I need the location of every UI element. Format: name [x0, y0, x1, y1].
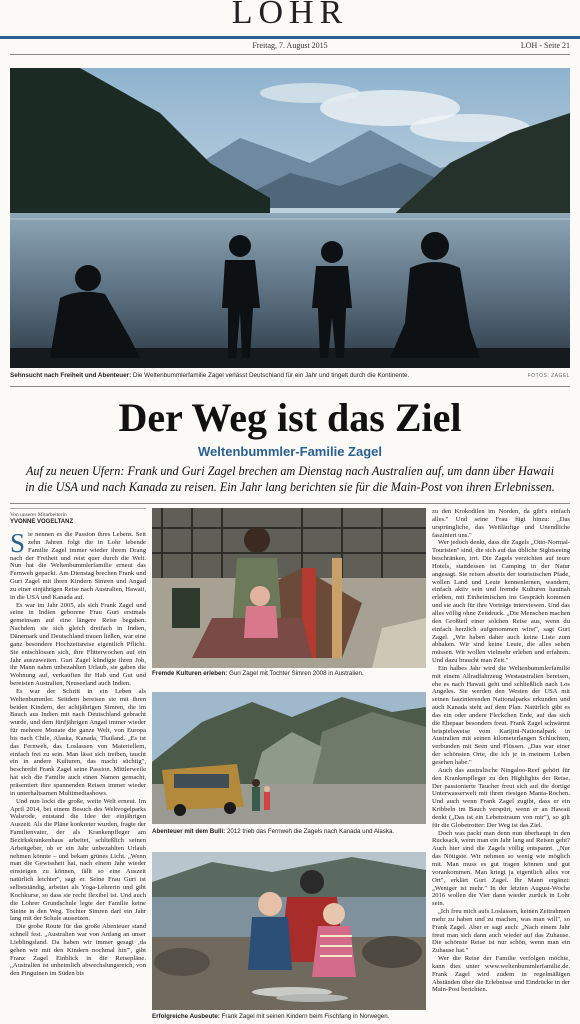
hero-caption-text: Die Weltenbummlerfamilie Zagel verlässt Deutschland für ein Jahr und tingelt durch die Kontinente.: [131, 372, 410, 379]
byline-label: Von unserer Mitarbeiterin: [10, 512, 67, 518]
hero-caption: [10, 372, 570, 379]
dateline: [0, 41, 580, 53]
photo-caption-bulli: [152, 828, 430, 835]
paragraph: Wer jedoch denkt, dass die Zagels „Otto-Normal-Touristen" sind, die sich auf das übliche Sightseeing beschränken, irrt. Die Zagels verzichten auf teure Hotels, stattdessen ist Camping in der Natur angesagt. Sie reisen abseits der touristischen Pfade, wollen Land und Leute kennenlernen, wandern, einfach aktiv sein und fremde Kulturen hautnah erleben, mit Einheimischen ins Gespräch kommen und sie auch für ihre Vorträge interviewen. Und das alles völlig ohne Zeitdruck. „Die Menschen machen den Großteil einer solchen Reise aus, wenn du einfach herzlich aufgenommen wirst", sagt Guri Zagel. „Wir haben daher auch keine Liste zum abhaken. Wir sind keine Leute, die alles sehen müssen. Wir wollen vielmehr erleben und erfahren. Und dazu braucht man Zeit.": [432, 539, 570, 665]
newspaper-title: LOHR: [231, 0, 349, 31]
byline-name: YVONNE VOGELTANZ: [10, 519, 74, 525]
hero-caption-lead: Sehnsucht nach Freiheit und Abenteuer:: [10, 372, 132, 379]
caption-lead: Erfolgreiche Ausbeute:: [152, 1013, 220, 1020]
paragraph: Doch was packt man denn nun überhaupt in den Rucksack, wenn man ein Jahr lang auf Reisen geht? Auch hier sind die Zagels völlig entspannt. „Nur das Nötigste. Wir nehmen so wenig wie möglich mit. Man muss es gut tragen können und gut vorankommen. Man kriegt ja eigentlich alles vor Ort", erklärt Guri Zagel. Ihr Mann ergänzt: „Weniger ist mehr." In der letzten August-Woche 2016 wollen die Vier dann wieder zurück in Lohr sein.: [432, 829, 570, 908]
masthead-rule: [0, 36, 580, 39]
byline: [10, 508, 146, 526]
paragraph: Wer die Reise der Familie verfolgen möchte, kann dies unter www.weltenbummlerfamilie.de. Frank Zagel wird zudem in regelmäßigen Abständen über die Erlebnisse und Eindrücke in der Main-Post berichten.: [432, 955, 570, 994]
article-column-1: [10, 508, 146, 978]
dateline-rule: [10, 54, 570, 55]
paragraph: Auch das australische Ningaloo-Reef gehört für den Krankenpfleger zu den Highlights der Reise. Der passionierte Taucher freut sich auf die dortige Unterwasserwelt mit ihren riesigen Manta-Rochen. Und auch wenn Frank Zagel zugibt, dass er ein Kribbeln im Bauch verspürt, wenn er an Hawaii denkt („Das ist ein Lebenstraum von mir"), so gilt für die Globetrotter: Der Weg ist das Ziel.: [432, 766, 570, 829]
article-column-3: [432, 508, 570, 994]
photo-bulli: [152, 692, 426, 824]
paragraph: Und nun lockt die große, weite Welt erneut. Im April 2014, bei einem Besuch des Weltvogelparks Walsrode, entstand die Idee der einjährigen Auszeit. Als die Pläne konkreter wurden, fragte der Familienvater, der als Krankenpfleger am Bezirkskrankenhaus arbeitet, schließlich seinen Arbeitgeber, ob er ein Jahr unbezahlten Urlaub nehmen könnte – und bekam grünes Licht. „Wenn man die Gewissheit hat, nach einem Jahr wieder einsteigen zu können, fällt so eine Auszeit natürlich leichter", sagt er. Seine Frau Guri ist selbstständig, arbeitet als Yoga-Lehrerin und gibt Kochkurse, so dass sie recht flexibel ist. Und auch die Lohrer Grundschule legte der Familie keine Steine in den Weg. Tochter Simren darf ein Jahr lang mit der Schule aussetzen.: [10, 797, 146, 923]
paragraph: Es war der Schritt in ein Leben als Weltenbummler. Seitdem bereisen sie mit ihren beiden Kindern, der achtjährigen Simren, die im Bauch aus Indien mit nach Deutschland gebracht wurde, und dem fünfjährigen Angad immer wieder für mehrere Monate die ganze Welt, von Europa bis nach Chile, Alaska, Kanada, Thailand. „Es ist das Fernweh, das Loslassen von Materiellem, einfach frei zu sein. Man lässt sich treiben, taucht ein in andere Kulturen, das macht süchtig", beschreibt Frank Zagel seine Passion. Mittlerweile hat sich die Familie auch einen Namen gemacht, präsentiert ihre spannenden Reisen immer wieder in unterhaltsamen Multimediashows.: [10, 687, 146, 797]
caption-lead: Fremde Kulturen erleben:: [152, 670, 228, 677]
page-number: LOH - Seite 21: [520, 41, 570, 50]
issue-date: Freitag, 7. August 2015: [252, 41, 328, 50]
masthead: [0, 0, 580, 36]
photo-norway: [152, 852, 426, 1010]
caption-text: 2012 trieb das Fernweh die Zagels nach Kanada und Alaska.: [225, 828, 395, 835]
teaser: Auf zu neuen Ufern: Frank und Guri Zagel brechen am Dienstag nach Australien auf, um dann über Hawaii in die USA und nach Kanada zu reisen. Ein Jahr lang berichten sie für die Main-Post von ihren Erlebnissen.: [25, 464, 555, 494]
paragraph: Die grobe Route für das große Abenteuer stand schnell fest. „Australien war von Anfang an unser Lieblingsland. Da haben wir immer gesagt ‚da gehen wir mit den Kindern nochmal hin'", gibt Franz Zagel Einblick in die Reisepläne. „Australien ist unheimlich abwechslungsreich, von den Pinguinen im Süden bis: [10, 923, 146, 978]
caption-rule: [10, 386, 570, 387]
caption-lead: Abenteuer mit dem Bulli:: [152, 828, 226, 835]
dropcap: S: [10, 528, 26, 558]
photo-caption-australia: [152, 670, 430, 677]
photo-australia: [152, 508, 426, 668]
paragraph-text: ie nennen es die Passion ihres Lebens. Seit zehn Jahren folgt die in Lohr lebende Familie Zagel immer wieder ihrem Drang nach der Freiheit und reist quer durch die Welt. Nun hat die Weltenbummlerfamilie erneut das Fernweh gepackt. Am Dienstag brechen Frank und Guri Zagel mit ihren Kindern Simren und Angad zu einer einjährigen Reise nach Australien, Hawaii, in die USA und Kanada auf.: [10, 531, 146, 601]
headline: Der Weg ist das Ziel: [118, 395, 462, 440]
paragraph: zu den Krokodilen im Norden, da gibt's einfach alles." Und seine Frau fügt hinzu: „Das ursprüngliche, das Weitläufige und Unendliche fasziniert uns.": [432, 508, 570, 539]
hero-photo: [10, 68, 570, 368]
subhead: Weltenbummler-Familie Zagel: [198, 444, 382, 459]
caption-text: Guri Zagel mit Tochter Simren 2008 in Australien.: [227, 670, 364, 677]
paragraph: „Ich freu mich aufs Loslassen, keinen Zeitrahmen mehr zu haben und zu machen, was man will", so Frank Zagel. Aber er sagt auch: „Nach einem Jahr freut man sich dann auch wieder auf das Zuhause. Die schönste Reise ist nur schön, wenn man ein Zuhause hat.": [432, 908, 570, 955]
photo-credit: FOTOS: ZAGEL: [527, 373, 570, 379]
photo-caption-norway: [152, 1013, 430, 1020]
paragraph: Es war im Jahr 2005, als sich Frank Zagel und seine in Indien geborene Frau Guri erstmals gemeinsam auf eine längere Reise begaben. Nachdem sie sich gleich dreifach in Indien, Dänemark und Deutschland trauen ließen, war eine ganz besondere Hochzeitsreise eigentlich Pflicht. Sie entschlossen sich, ihre Flitterwochen auf ein Jahr auszuweiten. Guri Zagel kündigte ihren Job, ihr Mann nahm unbezahlten Urlaub, sie gaben die Wohnung auf, verkauften ihr Hab und Gut und bereisten Australien, Neuseeland auch Indien.: [10, 601, 146, 688]
paragraph: [10, 528, 146, 602]
paragraph: Ein halbes Jahr wird die Weltenbummlerfamilie mit einem Allradfahrzeug Westaustralien bereisen, ehe es nach Hawaii geht und schließlich nach Los Angeles. Sie werden den Westen der USA mit seinen faszinierenden Nationalparks erkunden und auch Kanada steht auf dem Plan. Natürlich gibt es das ein oder andere Fleckchen Erde, auf das sich die Ehepaar besonders freut. Frank Zagel schwärmt beispielsweise vom Karijini-Nationalpark in Australien mit seinen kilometerlangen Schluchten, verbunden mit Seen und Flüssen. „Das war einer der schönsten Orte, die ich je in meinem Leben gesehen habe.": [432, 664, 570, 766]
teaser-rule: [10, 503, 570, 504]
caption-text: Frank Zagel mit seinen Kindern beim Fischfang in Norwegen.: [219, 1013, 390, 1020]
